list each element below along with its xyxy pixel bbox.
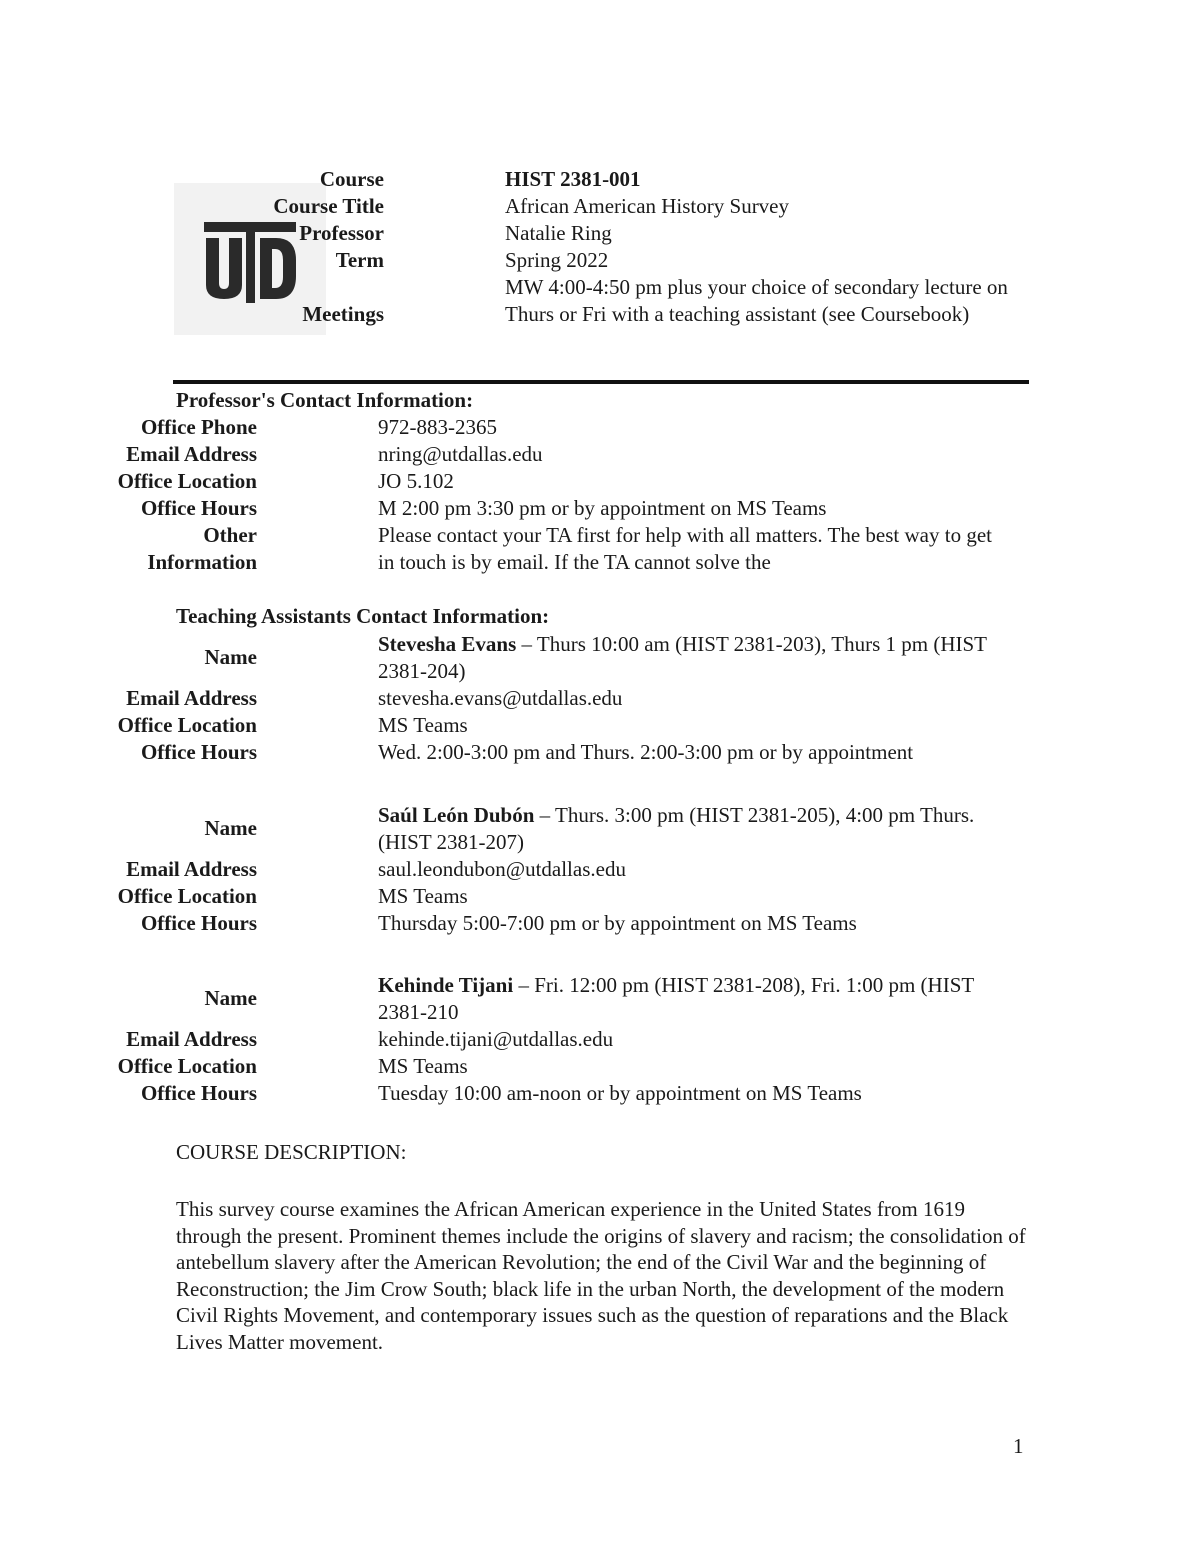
ta-hours-label: Office Hours [140,911,257,935]
other-information-label: Other Information [147,523,257,574]
ta-email-label: Email Address [126,1027,257,1051]
term-label: Term [335,248,384,272]
term-row [0,247,1100,274]
ta-hours-label: Office Hours [140,740,257,764]
ta-location-label: Office Location [117,884,257,908]
ta-hours-value: Wed. 2:00-3:00 pm and Thurs. 2:00-3:00 pm or by appointment [378,740,914,764]
ta-email-value: saul.leondubon@utdallas.edu [378,857,626,881]
ta-name-row [0,972,1100,1026]
ta-name-label: Name [204,816,257,840]
professor-label: Professor [299,221,384,245]
ta-hours-row [0,739,1100,766]
ta-name-value [378,972,998,1026]
other-information-row [0,522,1100,576]
email-value: nring@utdallas.edu [378,442,543,466]
ta-hours-value: Thursday 5:00-7:00 pm or by appointment on MS Teams [378,911,857,935]
ta-email-label: Email Address [126,686,257,710]
office-location-value: JO 5.102 [378,469,454,493]
course-description-text: This survey course examines the African American experience in the United States from 1619 through the present. Prominent themes include the origins of slavery and racism; the consolidation of antebellum slavery after the American Revolution; the end of the Civil War and the beginning of Reconstruction; the Jim Crow South; black life in the urban North, the development of the modern Civil Rights Movement, and contemporary issues such as the question of reparations and the Black Lives Matter movement. [176,1197,1026,1354]
ta-name: Stevesha Evans [378,632,517,656]
ta-location-row [0,883,1100,910]
course-value: HIST 2381-001 [505,167,641,191]
ta-email-label: Email Address [126,857,257,881]
ta-name-label: Name [204,986,257,1010]
email-row [0,441,1100,468]
ta-card [0,802,1100,937]
ta-name: Saúl León Dubón [378,803,535,827]
office-hours-row [0,495,1100,522]
ta-name-value [378,631,998,685]
ta-contact-heading: Teaching Assistants Contact Information: [176,604,550,628]
ta-card [0,631,1100,766]
meetings-label: Meetings [302,302,384,326]
ta-sections: – Fri. 12:00 pm (HIST 2381-208), Fri. 1:00 pm (HIST 2381-210 [378,973,974,1024]
other-information-value: Please contact your TA first for help with all matters. The best way to get in touch is by email. If the TA cannot solve the [378,523,992,574]
office-location-row [0,468,1100,495]
ta-location-value: MS Teams [378,1054,468,1078]
office-phone-value: 972-883-2365 [378,415,497,439]
ta-hours-value: Tuesday 10:00 am-noon or by appointment on MS Teams [378,1081,862,1105]
meetings-value: MW 4:00-4:50 pm plus your choice of secondary lecture on Thurs or Fri with a teaching assistant (see Coursebook) [505,275,1008,326]
ta-name-row [0,631,1100,685]
term-value: Spring 2022 [505,248,609,272]
header-divider [173,380,1029,384]
ta-location-row [0,712,1100,739]
meetings-row [0,274,1100,355]
professor-contact-table [0,414,1100,576]
course-title-row [0,193,1100,220]
ta-hours-row [0,1080,1100,1107]
ta-location-value: MS Teams [378,713,468,737]
professor-contact-heading: Professor's Contact Information: [176,388,474,412]
ta-name-row [0,802,1100,856]
ta-email-value: stevesha.evans@utdallas.edu [378,686,623,710]
ta-name: Kehinde Tijani [378,973,514,997]
email-label: Email Address [126,442,257,466]
ta-card [0,972,1100,1107]
office-location-label: Office Location [117,469,257,493]
ta-location-label: Office Location [117,713,257,737]
course-title-label: Course Title [273,194,384,218]
ta-name-value [378,802,998,856]
office-hours-value: M 2:00 pm 3:30 pm or by appointment on MS Teams [378,496,827,520]
ta-sections: – Thurs 10:00 am (HIST 2381-203), Thurs 1 pm (HIST 2381-204) [378,632,987,683]
professor-row [0,220,1100,247]
ta-location-row [0,1053,1100,1080]
ta-location-value: MS Teams [378,884,468,908]
ta-email-row [0,856,1100,883]
course-header [0,166,1100,355]
ta-sections: – Thurs. 3:00 pm (HIST 2381-205), 4:00 pm Thurs. (HIST 2381-207) [378,803,975,854]
course-description-heading: COURSE DESCRIPTION: [176,1140,407,1164]
office-phone-row [0,414,1100,441]
office-hours-label: Office Hours [140,496,257,520]
ta-hours-row [0,910,1100,937]
ta-location-label: Office Location [117,1054,257,1078]
office-phone-label: Office Phone [140,415,257,439]
ta-email-row [0,1026,1100,1053]
page-number: 1 [1013,1434,1024,1458]
course-row [0,166,1100,193]
professor-value: Natalie Ring [505,221,612,245]
ta-hours-label: Office Hours [140,1081,257,1105]
ta-email-row [0,685,1100,712]
ta-email-value: kehinde.tijani@utdallas.edu [378,1027,614,1051]
course-title-value: African American History Survey [505,194,790,218]
ta-name-label: Name [204,645,257,669]
course-label: Course [319,167,384,191]
